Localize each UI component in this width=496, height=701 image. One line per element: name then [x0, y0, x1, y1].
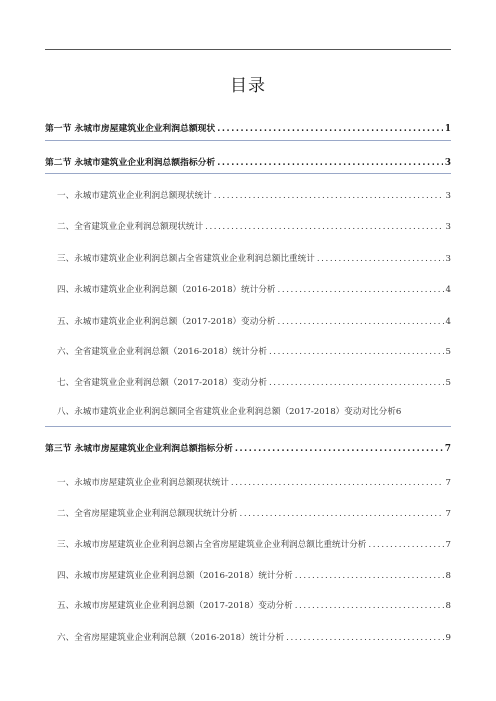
toc-entry-label: 七、全省建筑业企业利润总额（2017-2018）变动分析	[57, 378, 267, 388]
dot-leader	[217, 158, 443, 168]
toc-entry[interactable]	[45, 441, 451, 454]
toc-entry[interactable]	[45, 220, 451, 232]
toc-entry-label: 一、永城市建筑业企业利润总额现状统计	[57, 191, 212, 201]
dot-leader	[368, 540, 443, 550]
toc-entry[interactable]	[45, 405, 451, 417]
toc-entry[interactable]	[45, 376, 451, 388]
toc-entry[interactable]	[45, 252, 451, 264]
toc-entry-label: 第三节 永城市房屋建筑业企业利润总额指标分析	[45, 444, 233, 454]
dot-leader	[235, 444, 443, 454]
toc-page-number: 7	[445, 540, 451, 550]
toc-entry-label: 五、永城市房屋建筑业企业利润总额（2017-2018）变动分析	[57, 601, 293, 611]
toc-entry-label: 一、永城市房屋建筑业企业利润总额现状统计	[57, 478, 229, 488]
toc-entry[interactable]	[45, 507, 451, 519]
dot-leader	[217, 124, 443, 134]
toc-page-number: 1	[444, 124, 451, 134]
toc-entry-label: 四、永城市房屋建筑业企业利润总额（2016-2018）统计分析	[57, 571, 293, 581]
toc-entry[interactable]	[45, 631, 451, 643]
toc-page-number: 3	[445, 191, 451, 201]
dot-leader	[295, 571, 444, 581]
toc-entry-label: 二、全省房屋建筑业企业利润总额现状统计分析	[57, 509, 238, 519]
toc-entry-label: 五、永城市建筑业企业利润总额（2017-2018）变动分析	[57, 317, 276, 327]
page-title: 目录	[230, 76, 266, 96]
toc-page-number: 8	[445, 601, 451, 611]
toc-entry[interactable]	[45, 283, 451, 295]
toc-entry[interactable]	[45, 155, 451, 168]
toc-page-number: 5	[445, 347, 451, 357]
dot-leader	[269, 378, 444, 388]
dot-leader	[214, 191, 444, 201]
dot-leader	[278, 317, 444, 327]
toc-page-number: 3	[444, 158, 451, 168]
section-divider	[45, 140, 451, 141]
toc-page-number: 9	[445, 633, 451, 643]
toc-entry-label: 八、永城市建筑业企业利润总额同全省建筑业企业利润总额（2017-2018）变动对比分析	[57, 407, 396, 417]
toc-page-number: 7	[445, 509, 451, 519]
toc-page-number: 7	[444, 444, 451, 454]
toc-page-number: 4	[445, 317, 451, 327]
toc-entry[interactable]	[45, 538, 451, 550]
dot-leader	[231, 478, 444, 488]
dot-leader	[278, 285, 444, 295]
toc-entry-label: 六、全省房屋建筑业企业利润总额（2016-2018）统计分析	[57, 633, 285, 643]
dot-leader	[295, 601, 444, 611]
header-rule	[45, 49, 451, 50]
toc-page-number: 3	[445, 222, 451, 232]
toc-entry[interactable]	[45, 189, 451, 201]
toc-entry[interactable]	[45, 345, 451, 357]
toc-page-number: 3	[445, 254, 451, 264]
dot-leader	[205, 222, 443, 232]
toc-entry-label: 三、永城市建筑业企业利润总额占全省建筑业企业利润总额比重统计	[57, 254, 315, 264]
dot-leader	[239, 509, 443, 519]
dot-leader	[317, 254, 444, 264]
toc-entry-label: 第二节 永城市建筑业企业利润总额指标分析	[45, 158, 216, 168]
toc-page-number: 6	[395, 407, 402, 417]
toc-entry-label: 四、永城市建筑业企业利润总额（2016-2018）统计分析	[57, 285, 276, 295]
toc-entry-label: 六、全省建筑业企业利润总额（2016-2018）统计分析	[57, 347, 267, 357]
toc-entry[interactable]	[45, 476, 451, 488]
section-divider	[45, 426, 451, 427]
section-divider	[45, 173, 451, 174]
toc-entry-label: 二、全省建筑业企业利润总额现状统计	[57, 222, 204, 232]
toc-page-number: 4	[445, 285, 451, 295]
toc-entry-label: 第一节 永城市房屋建筑业企业利润总额现状	[45, 124, 216, 134]
dot-leader	[286, 633, 443, 643]
dot-leader	[269, 347, 444, 357]
toc-page-number: 7	[445, 478, 451, 488]
toc-page-number: 5	[445, 378, 451, 388]
toc-entry[interactable]	[45, 599, 451, 611]
toc-entry[interactable]	[45, 315, 451, 327]
toc-entry[interactable]	[45, 569, 451, 581]
toc-entry-label: 三、永城市房屋建筑业企业利润总额占全省房屋建筑业企业利润总额比重统计分析	[57, 540, 367, 550]
toc-page-number: 8	[445, 571, 451, 581]
toc-entry[interactable]	[45, 121, 451, 134]
